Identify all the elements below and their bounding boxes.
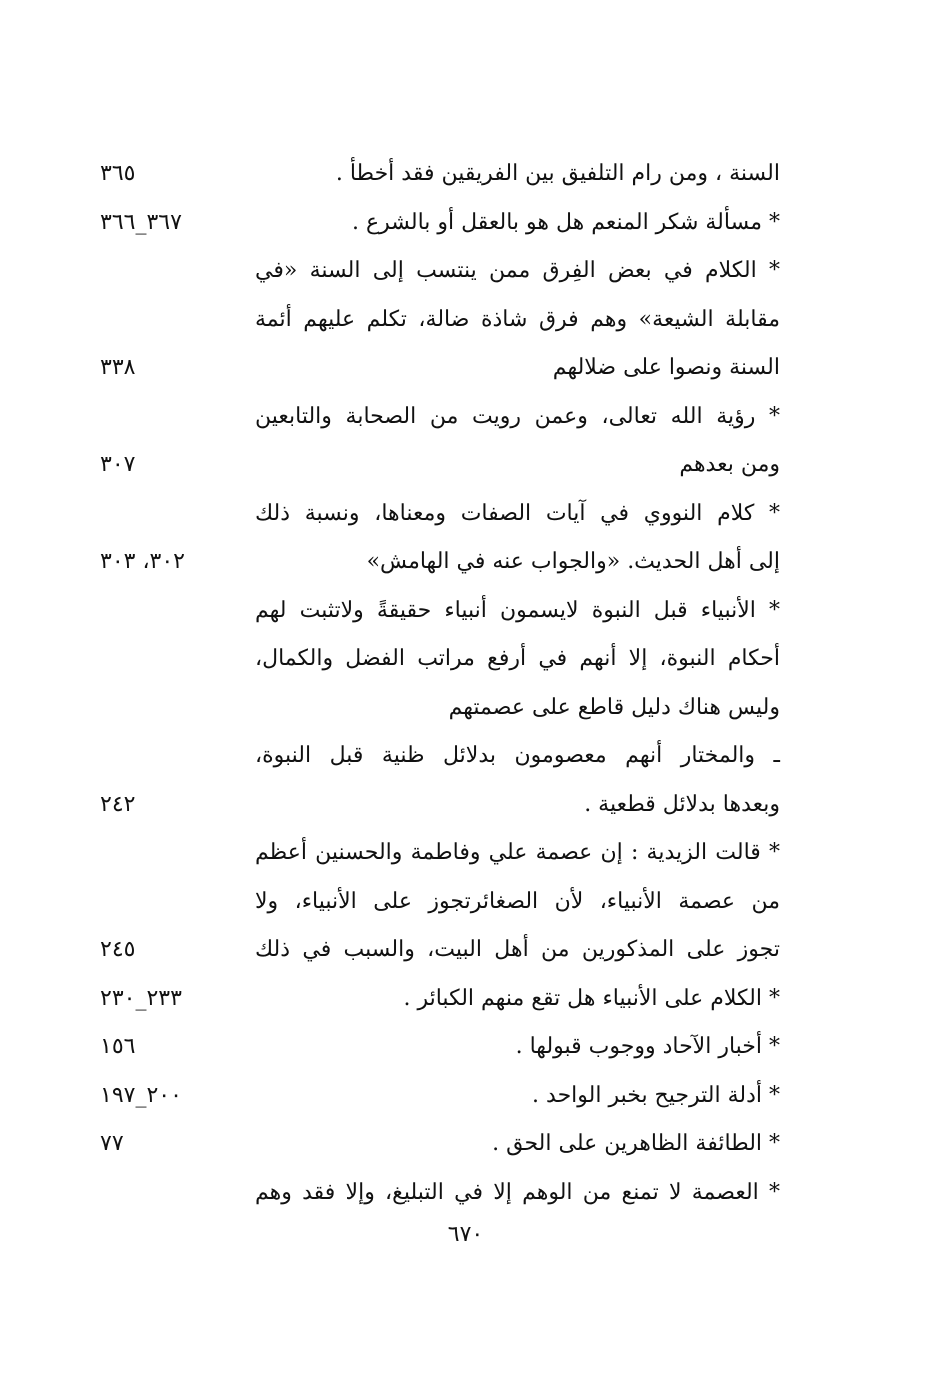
entry-text: * أخبار الآحاد ووجوب قبولها . <box>515 1034 780 1059</box>
index-line <box>100 1072 780 1121</box>
entry-page-ref: ١٥٦ <box>100 1034 136 1059</box>
entry-text: * الكلام في بعض الفِرق ممن ينتسب إلى السنة «في <box>255 258 780 283</box>
entry-text: مقابلة الشيعة» وهم فرق شاذة ضالة، تكلم عليهم أئمة <box>255 306 780 332</box>
entry-text: وبعدها بدلائل قطعية . <box>584 791 780 817</box>
entry-page-ref: ٧٧ <box>100 1131 124 1156</box>
page-number: ٦٧٠ <box>447 1222 484 1247</box>
entry-text: * الطائفة الظاهرين على الحق . <box>492 1131 780 1156</box>
index-line <box>100 1023 780 1072</box>
entry-page-ref: ٢٤٢ <box>100 791 136 817</box>
index-line <box>100 829 780 878</box>
entry-page-ref: ٢٣٣_٢٣٠ <box>100 985 182 1011</box>
index-line <box>100 150 780 199</box>
entry-page-ref: ٣٦٧_٣٦٦ <box>100 209 182 235</box>
index-line <box>100 878 780 927</box>
index-line <box>100 441 780 490</box>
entry-page-ref: ٣٣٨ <box>100 355 136 380</box>
entry-text: أحكام النبوة، إلا أنهم في أرفع مراتب الفضل والكمال، <box>255 646 780 671</box>
index-line <box>100 732 780 781</box>
index-line <box>100 393 780 442</box>
index-line <box>100 199 780 248</box>
index-line <box>100 538 780 587</box>
index-line <box>100 344 780 393</box>
index-line <box>100 247 780 296</box>
index-line <box>100 926 780 975</box>
index-line <box>100 975 780 1024</box>
entry-text: السنة ، ومن رام التلفيق بين الفريقين فقد أخطأ . <box>335 161 780 186</box>
entry-text: السنة ونصوا على ضلالهم <box>552 355 780 380</box>
entry-text: * مسألة شكر المنعم هل هو بالعقل أو بالشرع . <box>351 209 780 235</box>
entry-text: * أدلة الترجيح بخبر الواحد . <box>532 1082 780 1108</box>
entry-text: * قالت الزيدية : إن عصمة علي وفاطمة والحسنين أعظم <box>255 840 780 865</box>
entry-text: من عصمة الأنبياء، لأن الصغائرتجوز على الأنبياء، ولا <box>255 888 780 914</box>
index-line <box>100 296 780 345</box>
entry-text: * العصمة لا تمنع من الوهم إلا في التبليغ، وإلا فقد وهم <box>255 1179 780 1205</box>
index-line <box>100 781 780 830</box>
index-line <box>100 587 780 636</box>
entry-page-ref: ٣٠٧ <box>100 452 136 477</box>
index-line <box>100 1169 780 1218</box>
entry-text: ومن بعدهم <box>679 452 780 477</box>
entry-text: وليس هناك دليل قاطع على عصمتهم <box>448 694 780 720</box>
entry-text: تجوز على المذكورين من أهل البيت، والسبب في ذلك <box>255 937 780 962</box>
entry-text: * كلام النووي في آيات الصفات ومعناها، ونسبة ذلك <box>255 500 780 526</box>
index-line <box>100 1120 780 1169</box>
entry-text: * الأنبياء قبل النبوة لايسمون أنبياء حقيقةً ولاتثبت لهم <box>255 597 780 623</box>
index-entries <box>100 150 780 1217</box>
entry-page-ref: ٣٠٢، ٣٠٣ <box>100 549 185 574</box>
entry-text: إلى أهل الحديث. «والجواب عنه في الهامش» <box>366 549 780 574</box>
entry-page-ref: ٢٠٠_١٩٧ <box>100 1082 182 1108</box>
entry-text: * رؤية الله تعالى، وعمن رويت من الصحابة والتابعين <box>255 403 780 429</box>
index-line <box>100 490 780 539</box>
index-line <box>100 684 780 733</box>
entry-text: * الكلام على الأنبياء هل تقع منهم الكبائر . <box>403 985 780 1011</box>
entry-page-ref: ٢٤٥ <box>100 937 136 962</box>
entry-text: ـ والمختار أنهم معصومون بدلائل ظنية قبل النبوة، <box>255 743 780 768</box>
entry-page-ref: ٣٦٥ <box>100 161 136 186</box>
index-line <box>100 635 780 684</box>
